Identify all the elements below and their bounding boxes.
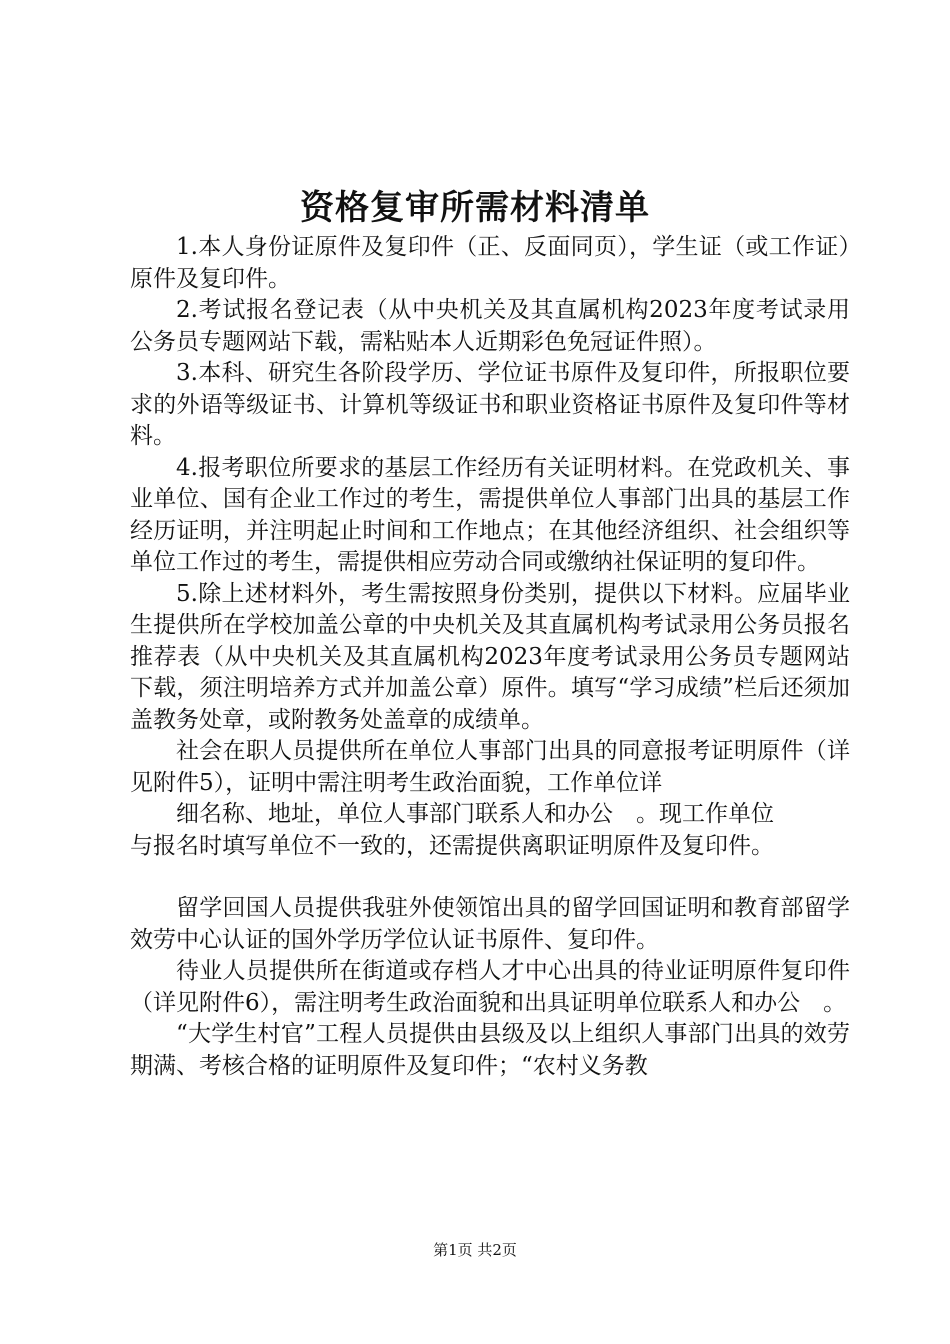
paragraph-returnees: 留学回国人员提供我驻外使领馆出具的留学回国证明和教育部留学效劳中心认证的国外学历学位认证书原件、复印件。 bbox=[130, 895, 850, 953]
paragraph-employed-cont-2: 与报名时填写单位不一致的，还需提供离职证明原件及复印件。 bbox=[130, 832, 774, 859]
paragraph-village-officials: “大学生村官”工程人员提供由县级及以上组织人事部门出具的效劳期满、考核合格的证明原件及复印件；“农村义务教 bbox=[130, 1021, 850, 1079]
paragraph-item-4: 4.报考职位所要求的基层工作经历有关证明材料。在党政机关、事业单位、国有企业工作过的考生，需提供单位人事部门出具的基层工作经历证明，并注明起止时间和工作地点；在其他经济组织、社会组织等单位工作过的考生，需提供相应劳动合同或缴纳社保证明的复印件。 bbox=[130, 454, 850, 575]
paragraph-item-2: 2.考试报名登记表（从中央机关及其直属机构2023年度考试录用公务员专题网站下载，需粘贴本人近期彩色免冠证件照）。 bbox=[130, 297, 850, 355]
paragraph-employed: 社会在职人员提供所在单位人事部门出具的同意报考证明原件（详见附件5），证明中需注明考生政治面貌，工作单位详 bbox=[130, 738, 850, 796]
paragraph-item-5: 5.除上述材料外，考生需按照身份类别，提供以下材料。应届毕业生提供所在学校加盖公章的中央机关及其直属机构考试录用公务员报名推荐表（从中央机关及其直属机构2023年度考试录用公务员专题网站下载，须注明培养方式并加盖公章）原件。填写“学习成绩”栏后还须加盖教务处章，或附教务处盖章的成绩单。 bbox=[130, 580, 850, 733]
paragraph-unemployed: 待业人员提供所在街道或存档人才中心出具的待业证明原件复印件（详见附件6），需注明考生政治面貌和出具证明单位联系人和办公 。 bbox=[130, 958, 850, 1016]
paragraph-item-3: 3.本科、研究生各阶段学历、学位证书原件及复印件，所报职位要求的外语等级证书、计算机等级证书和职业资格证书原件及复印件等材料。 bbox=[130, 360, 850, 449]
blank-line bbox=[130, 862, 850, 893]
page-footer: 第1页 共2页 bbox=[433, 1241, 517, 1259]
document-title: 资格复审所需材料清单 bbox=[300, 188, 650, 228]
paragraph-employed-cont-1: 细名称、地址，单位人事部门联系人和办公 。现工作单位 bbox=[176, 801, 774, 827]
paragraph-item-1: 1.本人身份证原件及复印件（正、反面同页），学生证（或工作证）原件及复印件。 bbox=[130, 234, 850, 292]
document-body bbox=[130, 232, 850, 1082]
